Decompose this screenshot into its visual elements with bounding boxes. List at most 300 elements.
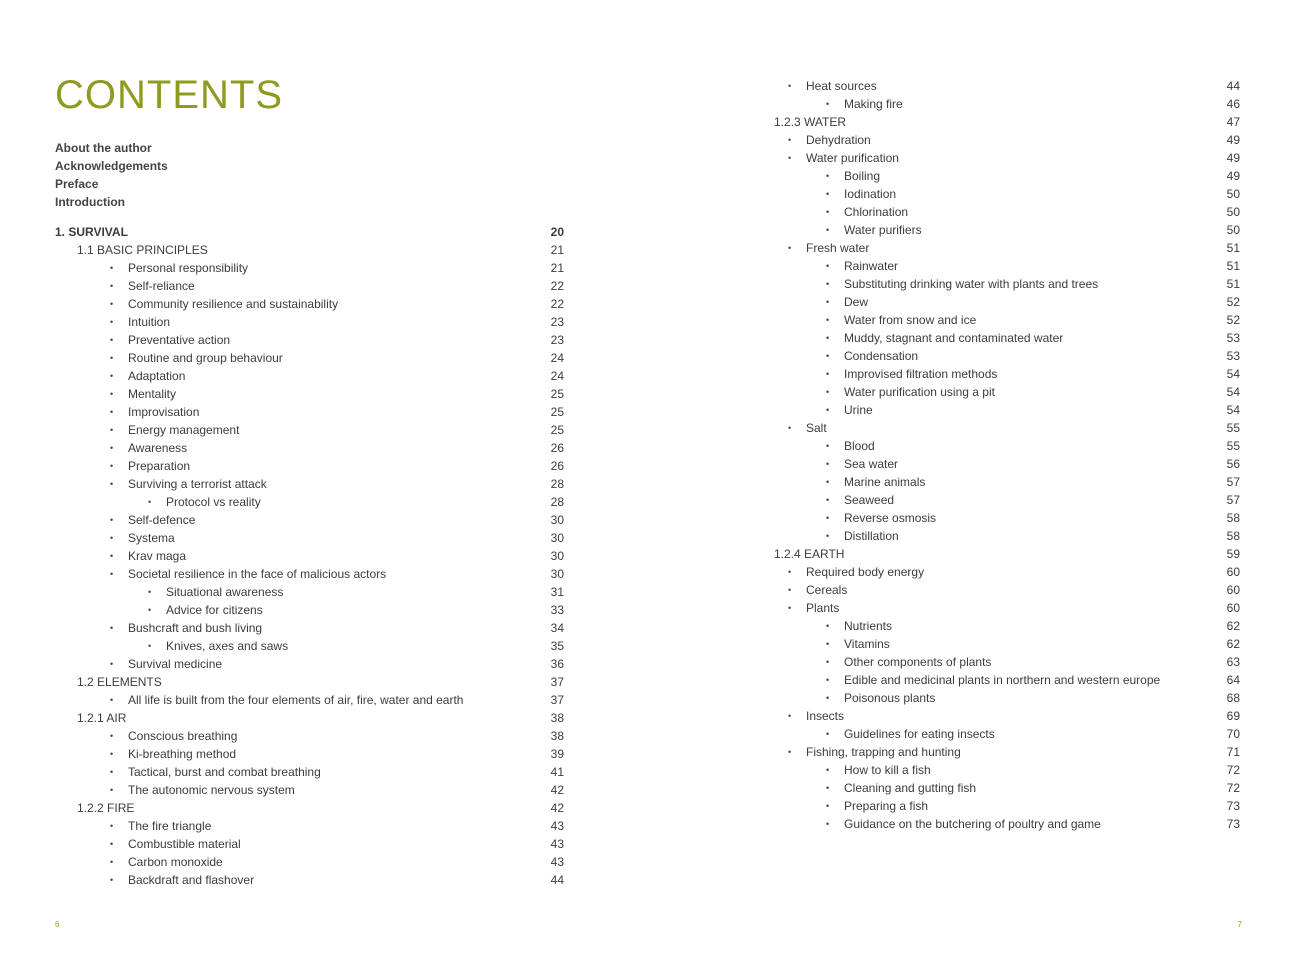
bullet-icon: • [826, 225, 830, 235]
toc-entry-title: 1.2.3 WATER [774, 115, 847, 129]
bullet-icon: • [110, 623, 114, 633]
toc-entry[interactable] [55, 511, 564, 529]
toc-entry[interactable] [752, 581, 1240, 599]
toc-entry-label-wrap [110, 439, 187, 457]
toc-entry-label-wrap [148, 637, 288, 655]
toc-entry-page-number: 24 [550, 351, 564, 365]
toc-entry-label-wrap [826, 257, 898, 275]
bullet-icon: • [110, 569, 114, 579]
toc-entry-page-number: 57 [1226, 493, 1240, 507]
toc-entry-page-number: 47 [1226, 115, 1240, 129]
toc-entry-label-wrap [826, 815, 1101, 833]
toc-entry-title: 1.2.1 AIR [77, 711, 127, 725]
front-matter-item[interactable]: Introduction [55, 195, 125, 209]
toc-entry-label-wrap [826, 761, 931, 779]
toc-right-column [752, 77, 1240, 833]
toc-entry-title: Rainwater [844, 259, 899, 273]
toc-entry[interactable] [752, 563, 1240, 581]
bullet-icon: • [110, 659, 114, 669]
toc-entry-page-number: 58 [1226, 511, 1240, 525]
bullet-icon: • [110, 479, 114, 489]
toc-entry-label-wrap [826, 653, 991, 671]
toc-entry[interactable] [752, 419, 1240, 437]
toc-entry[interactable] [55, 529, 564, 547]
toc-entry-label-wrap [148, 493, 261, 511]
toc-entry[interactable] [752, 293, 1240, 311]
toc-entry-page-number: 60 [1226, 601, 1240, 615]
toc-entry-label-wrap [826, 311, 976, 329]
toc-entry-label-wrap [148, 583, 283, 601]
toc-entry-title: Knives, axes and saws [166, 639, 289, 653]
toc-entry[interactable] [752, 743, 1240, 761]
bullet-icon: • [788, 135, 792, 145]
toc-entry[interactable] [55, 421, 564, 439]
toc-entry[interactable] [752, 95, 1240, 113]
bullet-icon: • [826, 693, 830, 703]
toc-entry-title: 1. SURVIVAL [55, 225, 128, 239]
bullet-icon: • [148, 587, 152, 597]
toc-entry-title: Preparation [128, 459, 191, 473]
toc-entry-page-number: 38 [550, 729, 564, 743]
bullet-icon: • [826, 621, 830, 631]
toc-entry-label-wrap [110, 295, 338, 313]
toc-entry-label-wrap [788, 149, 899, 167]
toc-entry-page-number: 58 [1226, 529, 1240, 543]
toc-entry-label-wrap [826, 491, 894, 509]
toc-entry[interactable] [752, 275, 1240, 293]
toc-entry-title: Self-reliance [128, 279, 195, 293]
toc-entry-label-wrap [110, 331, 230, 349]
toc-entry-title: Situational awareness [166, 585, 284, 599]
toc-entry-page-number: 30 [550, 567, 564, 581]
toc-entry[interactable] [55, 349, 564, 367]
toc-entry[interactable] [55, 601, 564, 619]
toc-entry[interactable] [55, 493, 564, 511]
toc-entry-label-wrap [826, 617, 892, 635]
toc-entry[interactable] [752, 401, 1240, 419]
bullet-icon: • [148, 605, 152, 615]
toc-entry-title: Blood [844, 439, 875, 453]
toc-entry-page-number: 62 [1226, 619, 1240, 633]
bullet-icon: • [826, 765, 830, 775]
toc-entry[interactable] [55, 673, 564, 691]
toc-entry[interactable] [752, 635, 1240, 653]
toc-entry[interactable] [55, 475, 564, 493]
toc-entry[interactable] [55, 817, 564, 835]
toc-entry[interactable] [55, 241, 564, 259]
toc-entry[interactable] [55, 295, 564, 313]
toc-entry-page-number: 36 [550, 657, 564, 671]
toc-entry-title: Energy management [128, 423, 240, 437]
toc-entry[interactable] [55, 385, 564, 403]
toc-entry-title: Poisonous plants [844, 691, 936, 705]
bullet-icon: • [826, 675, 830, 685]
bullet-icon: • [110, 749, 114, 759]
toc-entry[interactable] [752, 671, 1240, 689]
toc-entry-title: Cleaning and gutting fish [844, 781, 977, 795]
toc-entry[interactable] [752, 473, 1240, 491]
toc-entry-page-number: 62 [1226, 637, 1240, 651]
toc-entry[interactable] [55, 583, 564, 601]
toc-entry-label-wrap [826, 437, 875, 455]
bullet-icon: • [826, 729, 830, 739]
toc-entry-page-number: 23 [550, 333, 564, 347]
toc-entry[interactable] [55, 223, 564, 241]
toc-entry-page-number: 25 [550, 423, 564, 437]
bullet-icon: • [788, 747, 792, 757]
toc-entry-label-wrap [774, 545, 844, 563]
toc-entry-page-number: 56 [1226, 457, 1240, 471]
toc-entry-page-number: 26 [550, 441, 564, 455]
toc-entry[interactable] [55, 799, 564, 817]
toc-entry-page-number: 31 [550, 585, 564, 599]
toc-entry-label-wrap [788, 131, 871, 149]
toc-entry-label-wrap [826, 365, 997, 383]
toc-entry-page-number: 22 [550, 279, 564, 293]
toc-entry[interactable] [752, 491, 1240, 509]
toc-entry-label-wrap [77, 673, 162, 691]
toc-entry[interactable] [752, 761, 1240, 779]
toc-entry-title: Making fire [844, 97, 903, 111]
toc-entry[interactable] [752, 797, 1240, 815]
toc-entry[interactable] [55, 709, 564, 727]
toc-entry[interactable] [752, 527, 1240, 545]
toc-entry-label-wrap [826, 293, 868, 311]
toc-entry[interactable] [55, 547, 564, 565]
toc-entry-title: Iodination [844, 187, 897, 201]
toc-entry-label-wrap [110, 349, 283, 367]
toc-entry-label-wrap [826, 455, 898, 473]
toc-entry-label-wrap [826, 167, 880, 185]
toc-entry-title: How to kill a fish [844, 763, 931, 777]
toc-entry[interactable] [752, 707, 1240, 725]
bullet-icon: • [110, 857, 114, 867]
toc-entry[interactable] [752, 185, 1240, 203]
toc-entry-title: Sea water [844, 457, 899, 471]
bullet-icon: • [110, 515, 114, 525]
toc-entry[interactable] [55, 403, 564, 421]
front-matter-item[interactable]: Preface [55, 177, 99, 191]
toc-entry-page-number: 52 [1226, 313, 1240, 327]
toc-entry-title: Condensation [844, 349, 919, 363]
bullet-icon: • [110, 551, 114, 561]
toc-entry-label-wrap [826, 779, 976, 797]
toc-entry-page-number: 30 [550, 513, 564, 527]
toc-entry-title: Bushcraft and bush living [128, 621, 263, 635]
toc-entry-label-wrap [110, 817, 211, 835]
toc-entry-page-number: 53 [1226, 349, 1240, 363]
toc-entry-label-wrap [110, 367, 185, 385]
toc-entry-title: Improvisation [128, 405, 200, 419]
toc-entry[interactable] [752, 149, 1240, 167]
toc-entry-title: Guidelines for eating insects [844, 727, 995, 741]
toc-entry-title: Surviving a terrorist attack [128, 477, 267, 491]
toc-entry-label-wrap [110, 385, 176, 403]
bullet-icon: • [826, 459, 830, 469]
toc-entry[interactable] [55, 853, 564, 871]
folio-left: 6 [55, 920, 60, 929]
toc-entry[interactable] [752, 653, 1240, 671]
bullet-icon: • [826, 261, 830, 271]
bullet-icon: • [110, 299, 114, 309]
bullet-icon: • [826, 369, 830, 379]
toc-entry-label-wrap [110, 277, 195, 295]
toc-entry[interactable] [752, 77, 1240, 95]
toc-entry[interactable] [752, 113, 1240, 131]
toc-entry-title: Water purifiers [844, 223, 922, 237]
toc-entry[interactable] [752, 329, 1240, 347]
bullet-icon: • [826, 387, 830, 397]
toc-entry-page-number: 49 [1226, 151, 1240, 165]
toc-entry-label-wrap [826, 689, 935, 707]
bullet-icon: • [110, 875, 114, 885]
bullet-icon: • [826, 189, 830, 199]
folio-right: 7 [1237, 920, 1242, 929]
toc-entry[interactable] [55, 313, 564, 331]
toc-entry-page-number: 60 [1226, 565, 1240, 579]
bullet-icon: • [110, 695, 114, 705]
toc-entry-label-wrap [826, 329, 1063, 347]
toc-entry-title: 1.1 BASIC PRINCIPLES [77, 243, 208, 257]
toc-entry-title: 1.2.4 EARTH [774, 547, 845, 561]
toc-entry[interactable] [55, 457, 564, 475]
toc-entry-page-number: 71 [1226, 745, 1240, 759]
toc-entry[interactable] [752, 383, 1240, 401]
toc-entry-title: Water purification [806, 151, 899, 165]
toc-entry-label-wrap [788, 239, 869, 257]
bullet-icon: • [826, 513, 830, 523]
toc-entry-title: Mentality [128, 387, 177, 401]
toc-entry-label-wrap [826, 401, 873, 419]
toc-entry-page-number: 51 [1226, 241, 1240, 255]
toc-entry-label-wrap [110, 511, 195, 529]
right-page [650, 0, 1300, 975]
toc-entry-page-number: 55 [1226, 439, 1240, 453]
toc-entry-label-wrap [788, 581, 847, 599]
bullet-icon: • [826, 333, 830, 343]
toc-entry-title: Conscious breathing [128, 729, 238, 743]
toc-entry-title: Heat sources [806, 79, 877, 93]
bullet-icon: • [826, 99, 830, 109]
toc-entry-title: Nutrients [844, 619, 893, 633]
toc-entry-page-number: 72 [1226, 763, 1240, 777]
toc-entry-title: Chlorination [844, 205, 909, 219]
toc-entry-label-wrap [110, 691, 463, 709]
toc-entry-page-number: 43 [550, 837, 564, 851]
toc-entry[interactable] [752, 689, 1240, 707]
toc-entry[interactable] [752, 347, 1240, 365]
bullet-icon: • [110, 443, 114, 453]
toc-entry[interactable] [55, 691, 564, 709]
toc-entry-label-wrap [826, 221, 922, 239]
toc-entry-label-wrap [788, 599, 839, 617]
toc-entry-page-number: 60 [1226, 583, 1240, 597]
toc-entry-page-number: 26 [550, 459, 564, 473]
toc-entry[interactable] [55, 259, 564, 277]
toc-entry-title: Other components of plants [844, 655, 992, 669]
toc-entry-title: Krav maga [128, 549, 187, 563]
bullet-icon: • [110, 407, 114, 417]
toc-entry-page-number: 44 [550, 873, 564, 887]
toc-entry-title: Societal resilience in the face of malicious actors [128, 567, 387, 581]
toc-entry[interactable] [55, 727, 564, 745]
toc-entry[interactable] [752, 455, 1240, 473]
toc-entry-page-number: 73 [1226, 799, 1240, 813]
toc-entry-page-number: 23 [550, 315, 564, 329]
page-title: CONTENTS [55, 73, 283, 117]
toc-entry[interactable] [55, 763, 564, 781]
toc-entry[interactable] [752, 221, 1240, 239]
toc-entry[interactable] [55, 565, 564, 583]
toc-entry-label-wrap [826, 635, 890, 653]
toc-entry-title: 1.2.2 FIRE [77, 801, 135, 815]
toc-entry-title: Water purification using a pit [844, 385, 995, 399]
toc-entry-title: Edible and medicinal plants in northern and western europe [844, 673, 1161, 687]
toc-entry-title: Routine and group behaviour [128, 351, 283, 365]
bullet-icon: • [110, 461, 114, 471]
bullet-icon: • [788, 711, 792, 721]
toc-entry[interactable] [752, 311, 1240, 329]
toc-entry[interactable] [55, 619, 564, 637]
toc-entry-label-wrap [110, 403, 199, 421]
bullet-icon: • [110, 371, 114, 381]
toc-entry-label-wrap [110, 835, 241, 853]
toc-entry[interactable] [752, 437, 1240, 455]
toc-entry-title: Muddy, stagnant and contaminated water [844, 331, 1064, 345]
toc-entry-page-number: 37 [550, 675, 564, 689]
toc-entry-page-number: 53 [1226, 331, 1240, 345]
toc-entry-label-wrap [826, 275, 1098, 293]
toc-entry[interactable] [752, 239, 1240, 257]
toc-entry-label-wrap [826, 473, 925, 491]
toc-entry[interactable] [752, 131, 1240, 149]
toc-entry-title: Adaptation [128, 369, 186, 383]
toc-entry-page-number: 25 [550, 387, 564, 401]
toc-entry-label-wrap [788, 563, 924, 581]
toc-entry-page-number: 39 [550, 747, 564, 761]
toc-entry-title: Marine animals [844, 475, 926, 489]
toc-entry[interactable] [752, 725, 1240, 743]
toc-entry-label-wrap [788, 77, 877, 95]
toc-entry[interactable] [55, 367, 564, 385]
toc-entry-label-wrap [826, 95, 903, 113]
toc-entry-page-number: 30 [550, 531, 564, 545]
toc-entry-title: Insects [806, 709, 845, 723]
toc-entry-title: Guidance on the butchering of poultry and game [844, 817, 1101, 831]
toc-entry[interactable] [752, 599, 1240, 617]
toc-entry-page-number: 57 [1226, 475, 1240, 489]
toc-entry[interactable] [752, 257, 1240, 275]
toc-entry-page-number: 51 [1226, 259, 1240, 273]
toc-entry-page-number: 43 [550, 819, 564, 833]
toc-entry-title: Ki-breathing method [128, 747, 237, 761]
toc-entry-page-number: 50 [1226, 205, 1240, 219]
toc-entry-page-number: 50 [1226, 223, 1240, 237]
bullet-icon: • [826, 405, 830, 415]
toc-entry-label-wrap [110, 853, 223, 871]
toc-entry-label-wrap [826, 347, 918, 365]
toc-entry-page-number: 59 [1226, 547, 1240, 561]
toc-entry-title: Required body energy [806, 565, 925, 579]
bullet-icon: • [788, 81, 792, 91]
toc-entry-title: Reverse osmosis [844, 511, 937, 525]
toc-entry-label-wrap [110, 547, 186, 565]
toc-entry-title: Improvised filtration methods [844, 367, 998, 381]
bullet-icon: • [788, 603, 792, 613]
toc-entry-page-number: 49 [1226, 169, 1240, 183]
toc-entry-page-number: 37 [550, 693, 564, 707]
toc-entry[interactable] [55, 745, 564, 763]
toc-entry[interactable] [752, 509, 1240, 527]
bullet-icon: • [110, 767, 114, 777]
toc-entry[interactable] [55, 835, 564, 853]
toc-entry[interactable] [752, 815, 1240, 833]
toc-entry-page-number: 72 [1226, 781, 1240, 795]
toc-entry[interactable] [55, 655, 564, 673]
bullet-icon: • [110, 731, 114, 741]
bullet-icon: • [826, 315, 830, 325]
toc-entry-page-number: 24 [550, 369, 564, 383]
toc-entry-label-wrap [826, 509, 936, 527]
toc-entry-label-wrap [110, 259, 248, 277]
toc-entry-page-number: 34 [550, 621, 564, 635]
bullet-icon: • [826, 279, 830, 289]
toc-entry[interactable] [55, 439, 564, 457]
toc-entry[interactable] [55, 637, 564, 655]
toc-entry[interactable] [752, 203, 1240, 221]
toc-entry-title: Awareness [128, 441, 188, 455]
toc-entry-title: Preventative action [128, 333, 231, 347]
toc-entry[interactable] [55, 331, 564, 349]
bullet-icon: • [826, 819, 830, 829]
toc-entry-title: Plants [806, 601, 840, 615]
toc-entry-title: Dehydration [806, 133, 871, 147]
front-matter-item[interactable]: About the author [55, 141, 152, 155]
toc-entry-page-number: 50 [1226, 187, 1240, 201]
toc-entry[interactable] [55, 781, 564, 799]
toc-entry-page-number: 41 [550, 765, 564, 779]
toc-entry[interactable] [55, 277, 564, 295]
toc-entry-title: Water from snow and ice [844, 313, 977, 327]
toc-entry[interactable] [752, 545, 1240, 563]
toc-entry-page-number: 21 [550, 243, 564, 257]
toc-entry-title: All life is built from the four elements of air, fire, water and earth [128, 693, 464, 707]
toc-entry-label-wrap [826, 725, 995, 743]
toc-entry-page-number: 38 [550, 711, 564, 725]
bullet-icon: • [148, 641, 152, 651]
toc-entry-label-wrap [826, 203, 908, 221]
toc-entry-label-wrap [110, 781, 295, 799]
toc-entry-label-wrap [110, 655, 222, 673]
toc-entry-page-number: 30 [550, 549, 564, 563]
toc-entry-title: Boiling [844, 169, 881, 183]
bullet-icon: • [110, 317, 114, 327]
toc-entry[interactable] [752, 167, 1240, 185]
toc-entry[interactable] [55, 871, 564, 889]
toc-entry-title: Survival medicine [128, 657, 223, 671]
toc-entry[interactable] [752, 617, 1240, 635]
bullet-icon: • [110, 425, 114, 435]
bullet-icon: • [826, 801, 830, 811]
bullet-icon: • [110, 839, 114, 849]
toc-entry-label-wrap [148, 601, 263, 619]
toc-entry-title: Combustible material [128, 837, 241, 851]
toc-entry[interactable] [752, 779, 1240, 797]
bullet-icon: • [826, 495, 830, 505]
front-matter-item[interactable]: Acknowledgements [55, 159, 168, 173]
toc-entry[interactable] [752, 365, 1240, 383]
bullet-icon: • [826, 657, 830, 667]
